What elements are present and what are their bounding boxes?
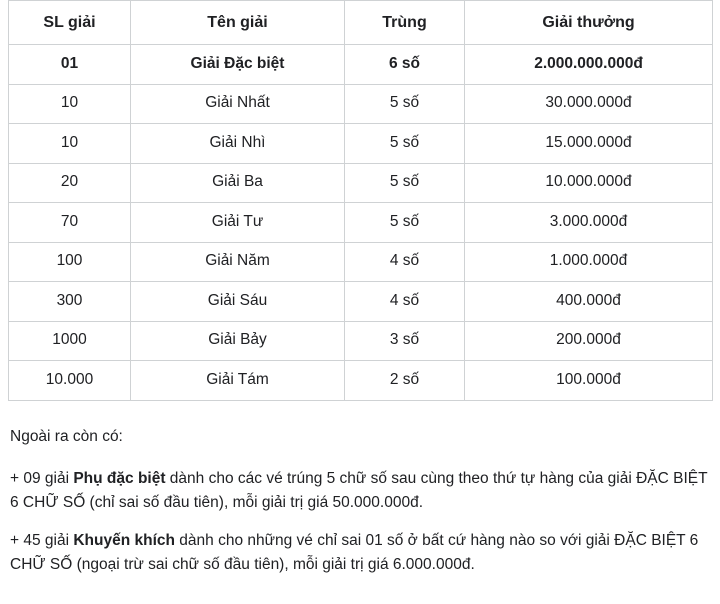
cell-match: 5 số [345,84,465,124]
table-row [9,282,713,322]
cell-quantity: 300 [9,282,131,322]
notes-intro: Ngoài ra còn có: [10,427,123,445]
cell-prize-name: Giải Sáu [131,282,345,322]
cell-match: 3 số [345,321,465,361]
cell-quantity: 1000 [9,321,131,361]
table-row [9,124,713,164]
cell-prize-value: 400.000đ [465,282,713,322]
note1-bold: Phụ đặc biệt [73,469,166,487]
note2-suffix: dành cho những vé chỉ sai 01 số ở bất cứ hàng nào so với giải ĐẶC BIỆT 6 CHỮ SỐ (ngoại trừ sai chữ số đầu tiên), mỗi giải trị giá 6.000.000đ. [10,531,699,573]
cell-match: 6 số [345,45,465,85]
cell-match: 4 số [345,282,465,322]
additional-notes [0,401,720,577]
cell-prize-value: 100.000đ [465,361,713,401]
cell-quantity: 100 [9,242,131,282]
note-consolation [10,529,710,577]
table-row [9,361,713,401]
table-row [9,242,713,282]
cell-prize-name: Giải Bảy [131,321,345,361]
cell-prize-value: 200.000đ [465,321,713,361]
prize-table [8,0,713,401]
note1-suffix: dành cho các vé trúng 5 chữ số sau cùng theo thứ tự hàng của giải ĐẶC BIỆT 6 CHỮ SỐ (chỉ sai số đầu tiên), mỗi giải trị giá 50.000.000đ. [10,469,708,511]
note2-prefix: + 45 giải [10,531,74,549]
column-header-prize-name: Tên giải [131,1,345,45]
cell-prize-name: Giải Năm [131,242,345,282]
cell-prize-name: Giải Tư [131,203,345,243]
column-header-match: Trùng [345,1,465,45]
table-row [9,84,713,124]
table-row [9,321,713,361]
cell-match: 5 số [345,163,465,203]
cell-prize-name: Giải Nhất [131,84,345,124]
table-header-row [9,1,713,45]
cell-quantity: 10 [9,84,131,124]
cell-quantity: 01 [9,45,131,85]
cell-match: 4 số [345,242,465,282]
table-row [9,203,713,243]
cell-quantity: 70 [9,203,131,243]
cell-quantity: 20 [9,163,131,203]
note-special-extra [10,467,710,515]
table-body [9,45,713,401]
cell-quantity: 10.000 [9,361,131,401]
cell-match: 5 số [345,124,465,164]
column-header-prize-value: Giải thưởng [465,1,713,45]
cell-prize-name: Giải Đặc biệt [131,45,345,85]
cell-match: 2 số [345,361,465,401]
cell-prize-value: 1.000.000đ [465,242,713,282]
cell-prize-value: 30.000.000đ [465,84,713,124]
cell-quantity: 10 [9,124,131,164]
note1-prefix: + 09 giải [10,469,74,487]
cell-prize-value: 10.000.000đ [465,163,713,203]
table-row [9,45,713,85]
cell-match: 5 số [345,203,465,243]
cell-prize-value: 3.000.000đ [465,203,713,243]
cell-prize-value: 2.000.000.000đ [465,45,713,85]
table-header [9,1,713,45]
column-header-quantity: SL giải [9,1,131,45]
cell-prize-name: Giải Ba [131,163,345,203]
cell-prize-name: Giải Nhì [131,124,345,164]
table-row [9,163,713,203]
cell-prize-name: Giải Tám [131,361,345,401]
note2-bold: Khuyến khích [73,531,175,549]
cell-prize-value: 15.000.000đ [465,124,713,164]
